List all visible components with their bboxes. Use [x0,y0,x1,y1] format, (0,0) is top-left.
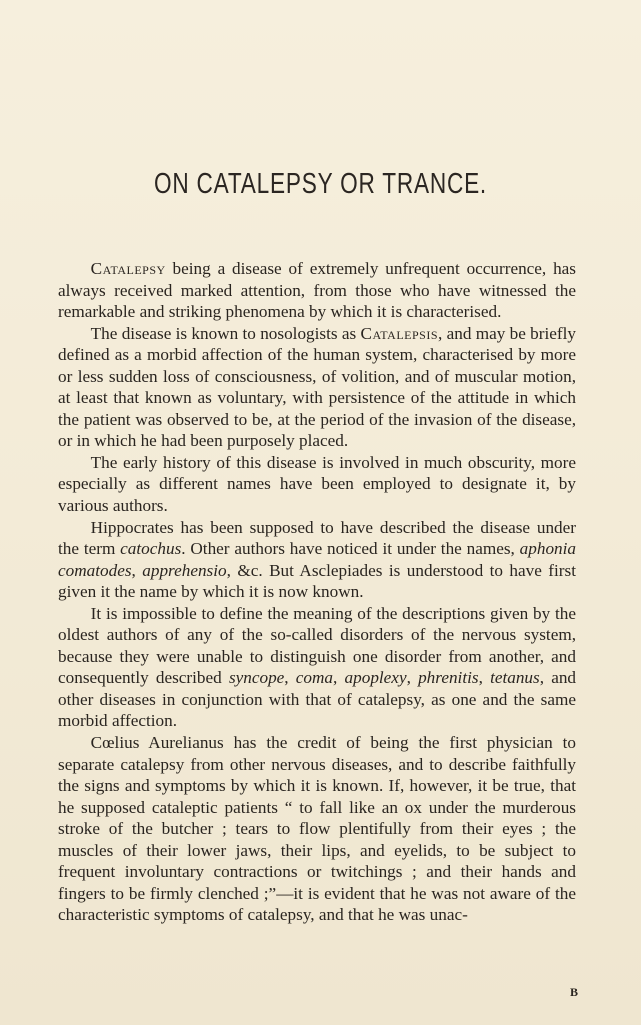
paragraph-text: It is impossible to define the meaning of the descriptions given by the oldest authors of any of the so-called disorders of the nervous system, because they were unable to distinguish one disorder from another, and consequently described [58,603,576,688]
body-text [58,258,576,926]
paragraph-text: , [131,560,143,580]
page-title: ON CATALEPSY OR TRANCE. [153,168,488,200]
paragraph [58,603,576,732]
paragraph [58,258,576,323]
term: apprehensio [142,560,227,580]
paragraph: The early history of this disease is involved in much obscurity, more especially as different names have been employed to designate it, by various authors. [58,452,576,516]
paragraph-text: , [478,668,491,688]
term: Catalepsis [360,323,439,343]
term: phrenitis [418,668,479,688]
lead-term: Catalepsy [90,259,166,278]
paragraph-text: , and other diseases in conjunction with that of catalepsy, as one and the same morbid affection. [58,668,577,731]
term: apoplexy [344,668,407,688]
term: aphonia comatodes [58,539,576,580]
paragraph-text: , [406,668,419,688]
paragraph-text: . Other authors have noticed it under the names, [181,539,520,559]
paragraph: Cœlius Aurelianus has the credit of being the first physician to separate catalepsy from other nervous diseases, and to describe faithfully the signs and symptoms by which it is known. If, however, it be true, that he supposed cataleptic patients “ to fall like an ox under the murderous stroke of the butcher ; tears to flow plentifully from their eyes ; the muscles of their lower jaws, their lips, and eyelids, to be subject to frequent involuntary contractions or twitchings ; and their hands and fingers to be firmly clenched ;”—it is evident that he was not aware of the characteristic symptoms of catalepsy, and that he was unac- [58,733,576,925]
paragraph-text: , &c. But Asclepiades is understood to have first given it the name by which it is now known. [58,560,576,602]
signature-mark: B [569,985,578,999]
paragraph [58,323,576,452]
term: tetanus [490,668,540,688]
paragraph-text: Hippocrates has been supposed to have described the disease under the term [58,517,576,559]
paragraph-text: , [333,668,345,688]
paragraph-text: , [284,668,296,688]
term: syncope [228,668,285,688]
paragraph-text: , and may be briefly defined as a morbid affection of the human system, characterised by more or less sudden loss of consciousness, of volition, and of muscular motion, at least that known as voluntary, with persistence of the attitude in which the patient was observed to be, at the period of the invasion of the disease, or in which he had been purposely placed. [58,323,576,451]
term: catochus [120,539,182,559]
term: coma [295,668,334,688]
paragraph [58,517,576,603]
paragraph-text: being a disease of extremely unfrequent occurrence, has always received marked attention, from those who have witnessed the remarkable and striking phenomena by which it is characterised. [58,259,576,322]
paragraph-text: The disease is known to nosologists as [90,323,361,343]
